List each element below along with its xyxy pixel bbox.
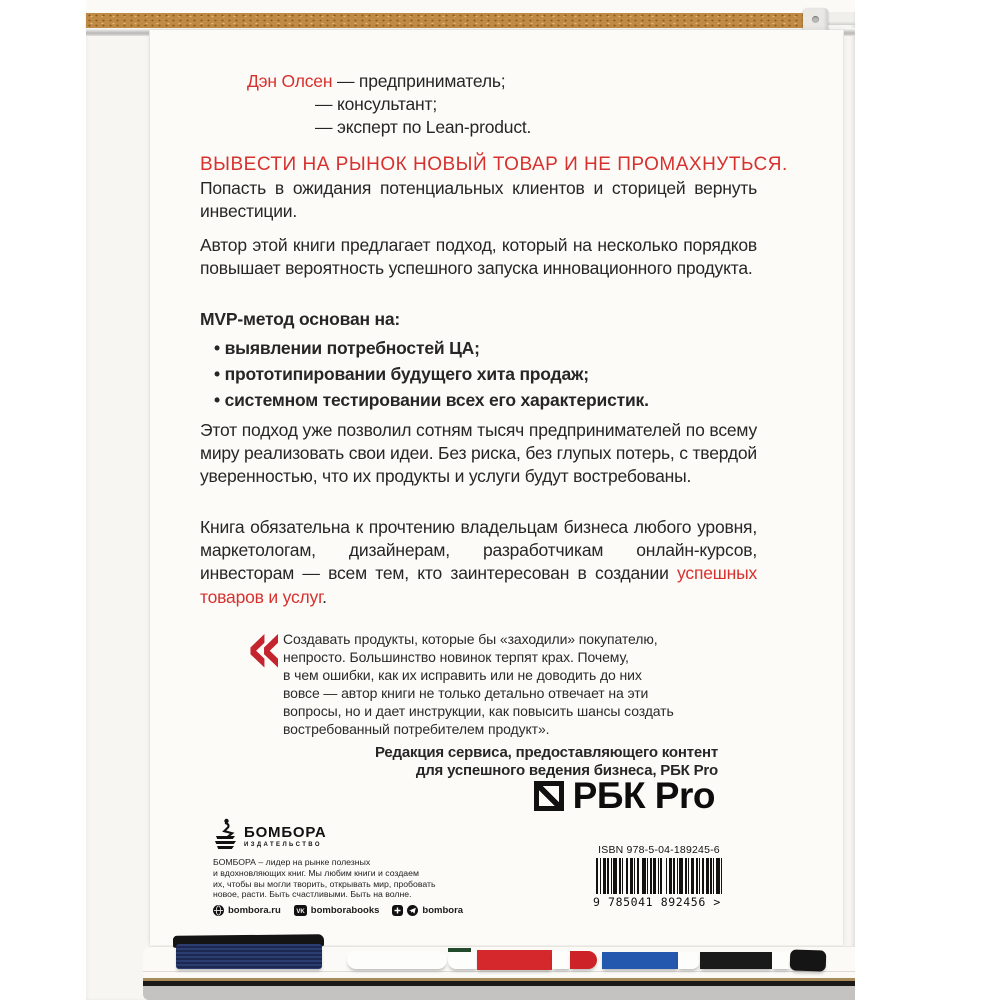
screw-icon [812, 16, 819, 23]
barcode-bar [637, 858, 639, 894]
red-marker-cap-end [448, 952, 477, 969]
publisher-desc-line: новое, расти. Быть счастливыми. Быть на волне. [213, 889, 412, 900]
black-marker-cap [790, 949, 827, 971]
isbn-text: ISBN 978-5-04-189245-6 [598, 844, 720, 856]
barcode-bar [669, 858, 672, 894]
publisher-logo [213, 818, 463, 850]
barcode-bar [600, 858, 601, 894]
blue-marker-cap [678, 952, 700, 969]
barcode-bar [673, 858, 675, 894]
whiteboard-photo [86, 0, 855, 1000]
publisher-link-vk [294, 905, 380, 916]
bullet-item: • выявлении потребностей ЦА; [214, 335, 649, 361]
publisher-desc-line: БОМБОРА – лидер на рынке полезных [213, 857, 371, 867]
barcode-bar [696, 858, 698, 894]
barcode-bar [702, 858, 704, 894]
publisher-link-social [392, 905, 463, 916]
barcode-bars [596, 858, 722, 894]
barcode-bar [626, 858, 628, 894]
quote-line: в чем ошибки, как их исправить или не доводить до них [283, 666, 642, 683]
paragraph-3-period: . [322, 586, 327, 607]
barcode-bar [679, 858, 683, 894]
rbc-slash-icon [534, 781, 564, 811]
barcode-bar [691, 858, 694, 894]
rbc-pro-logo [534, 777, 715, 814]
paragraph-3-red-text: успешных товаров и услуг [200, 563, 757, 607]
barcode-digits: 9 785041 892456 > [593, 895, 721, 909]
quote-line: Создавать продукты, которые бы «заходили» покупателю, [283, 631, 658, 647]
barcode-bar [630, 858, 633, 894]
barcode-bar [607, 858, 609, 894]
publisher-links [213, 905, 463, 916]
paragraph-3 [200, 516, 757, 609]
publisher-description [213, 857, 463, 900]
whiteboard-eraser [176, 944, 322, 969]
quote-line: вопросы, но и дает инструкции, как повысить шансы создать [283, 702, 674, 719]
barcode-bar [713, 858, 714, 894]
headline: ВЫВЕСТИ НА РЫНОК НОВЫЙ ТОВАР И НЕ ПРОМАХНУТЬСЯ. [200, 154, 788, 175]
green-marker [347, 951, 447, 969]
barcode-bar [716, 858, 720, 894]
telegram-icon [407, 905, 418, 916]
quote-line: востребованный потребителем продукт». [283, 720, 550, 737]
barcode-bar [677, 858, 678, 894]
barcode-bar [622, 858, 623, 894]
barcode-bar [658, 858, 659, 894]
quote-mark-icon: « [246, 603, 284, 691]
book-back-cover [150, 30, 843, 945]
barcode-block [593, 844, 725, 909]
black-marker [700, 952, 772, 969]
publisher-name: БОМБОРА [244, 824, 327, 841]
author-role-2: — консультант; [315, 94, 437, 114]
barcode-bar [688, 858, 689, 894]
attribution-line: для успешного ведения бизнеса, РБК Pro [415, 761, 718, 779]
author-name: Дэн Олсен [247, 71, 333, 91]
cork-strip [86, 13, 808, 28]
svg-text:VK: VK [296, 909, 305, 916]
barcode-bar [710, 858, 712, 894]
bullet-item: • прототипировании будущего хита продаж; [214, 361, 649, 387]
publisher-desc-line: и вдохновляющих книг. Мы любим книги и создаем [213, 867, 419, 878]
barcode-bar [653, 858, 656, 894]
plus-icon [392, 905, 403, 916]
globe-icon [213, 905, 224, 916]
quote-attribution [200, 744, 718, 779]
barcode-bar [706, 858, 709, 894]
author-role-1: — предприниматель; [336, 71, 506, 91]
wall-strip [86, 0, 855, 14]
barcode-bar [642, 858, 646, 894]
quote-line: вовсе — автор книги не только детально отвечает на эти [283, 684, 649, 701]
publisher-block [213, 818, 463, 916]
bullet-list [214, 335, 649, 414]
tray-lip [143, 971, 855, 972]
quote-line: непросто. Большинство новинок терпят крах. Почему, [283, 648, 629, 665]
paragraph-3-text: Книга обязательна к прочтению владельцам бизнеса любого уровня, маркетологам, дизайнерам, разработчикам онлайн-курсов, инвесторам — всем тем, кто заинтересован в создании [200, 517, 757, 584]
publisher-link-site [213, 905, 281, 916]
mvp-heading: MVP-метод основан на: [200, 309, 401, 329]
barcode-bar [619, 858, 621, 894]
barcode-bar [634, 858, 635, 894]
barcode-bar [660, 858, 662, 894]
red-marker-ring [552, 951, 570, 969]
author-role-3: — эксперт по Lean-product. [315, 117, 532, 137]
paragraph-2: Этот подход уже позволил сотням тысяч предпринимателей по всему миру реализовать свои идеи. Без риска, без глупых потерь, с твердой уверенностью, что их продукты и услуги будут востребованы. [200, 420, 757, 487]
bullet-item: • системном тестировании всех его характеристик. [214, 387, 649, 413]
blue-marker [602, 952, 678, 969]
barcode-bar [699, 858, 700, 894]
red-marker [477, 950, 552, 970]
lead-paragraph: Попасть в ожидания потенциальных клиентов и сторицей вернуть инвестиции. [200, 178, 757, 222]
publisher-link-label: bomborabooks [310, 905, 380, 917]
attribution-line: Редакция сервиса, предоставляющего контент [374, 744, 718, 761]
review-quote [283, 631, 674, 738]
paragraph-1: Автор этой книги предлагает подход, который на несколько порядков повышает вероятность успешного запуска инновационного продукта. [200, 235, 757, 279]
publisher-link-label: bombora.ru [228, 905, 281, 917]
barcode-bar [611, 858, 612, 894]
tray-shadow-strip [143, 986, 855, 1000]
barcode-bar [721, 858, 722, 894]
red-marker-tip [570, 951, 597, 969]
barcode-bar [596, 858, 598, 894]
barcode-bar [647, 858, 648, 894]
publisher-link-label: bombora [422, 905, 464, 917]
barcode-bar [666, 858, 667, 894]
barcode-bar [685, 858, 687, 894]
black-marker-ring [772, 952, 790, 969]
publisher-type: ИЗДАТЕЛЬСТВО [244, 842, 322, 848]
author-block [247, 70, 531, 139]
vk-icon [294, 905, 307, 916]
publisher-name-wrap [244, 818, 327, 848]
barcode-bar [603, 858, 606, 894]
bombora-surfer-icon [213, 818, 239, 850]
rbc-logo-label: РБК Pro [572, 775, 715, 816]
publisher-desc-line: их, чтобы вы могли творить, открывать мир, пробовать [213, 878, 436, 889]
barcode-bar [650, 858, 652, 894]
author-line-1 [247, 70, 531, 93]
barcode-bar [613, 858, 617, 894]
